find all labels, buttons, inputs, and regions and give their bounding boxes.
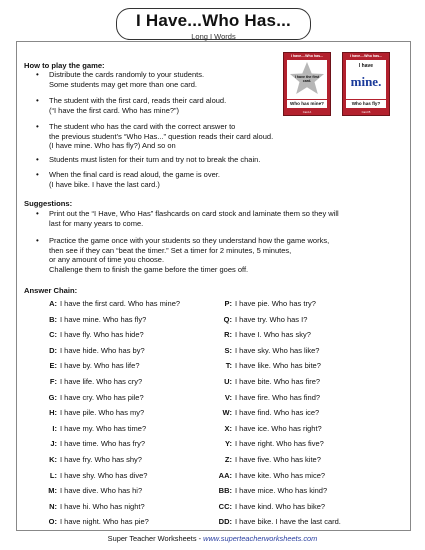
- answer-row: [213, 424, 322, 433]
- answer-row: [40, 408, 144, 417]
- answer-row: [40, 393, 144, 402]
- answer-row: [213, 361, 321, 370]
- answer-row: [40, 517, 149, 526]
- answer-key: G:: [48, 392, 57, 402]
- answer-key: J:: [50, 439, 57, 449]
- answer-row: [40, 486, 142, 495]
- answer-row: [213, 315, 307, 324]
- answer-row: [213, 408, 319, 417]
- answer-row: [40, 299, 180, 308]
- bullet-icon: •: [36, 155, 39, 164]
- answer-key: DD:: [218, 517, 232, 527]
- answer-row: [213, 486, 327, 495]
- text-line: the previous student’s “Who Has...” question reads their card aloud.: [49, 131, 274, 141]
- text-line: Challenge them to finish the game before the timer goes off.: [49, 264, 249, 274]
- answer-row: [213, 377, 320, 386]
- answer-text: I have my. Who has time?: [60, 423, 147, 433]
- answer-text: I have time. Who has fry?: [60, 439, 146, 449]
- answer-key: CC:: [218, 501, 232, 511]
- answer-key: N:: [49, 501, 57, 511]
- answer-text: I have pile. Who has my?: [60, 408, 145, 418]
- answer-text: I have right. Who has five?: [235, 439, 324, 449]
- answer-text: I have mine. Who has fly?: [60, 314, 147, 324]
- answer-key: M:: [48, 486, 57, 496]
- answer-row: [213, 455, 321, 464]
- answer-row: [213, 502, 325, 511]
- card-header: I have....Who has...: [349, 54, 383, 58]
- card-word: mine.: [350, 74, 382, 89]
- answer-text: I have dive. Who has hi?: [60, 486, 143, 496]
- card-header: I have....Who has...: [290, 54, 324, 58]
- answer-text: I have pie. Who has try?: [235, 299, 316, 308]
- answer-row: [40, 377, 142, 386]
- answer-row: [213, 393, 320, 402]
- answer-text: I have by. Who has life?: [60, 361, 140, 371]
- answer-row: [40, 315, 146, 324]
- answer-text: I have sky. Who has like?: [235, 345, 320, 355]
- bullet-icon: •: [36, 96, 39, 105]
- how-to-item-2: [49, 96, 226, 115]
- answer-row: [213, 439, 324, 448]
- text-line: (“I have the first card. Who has mine?”): [49, 105, 180, 115]
- text-line: last for many years to come.: [49, 218, 144, 228]
- answer-key: F:: [49, 377, 57, 386]
- answer-text: I have cry. Who has pile?: [60, 392, 144, 402]
- answer-text: I have hi. Who has night?: [60, 501, 145, 511]
- card-face: [287, 60, 327, 99]
- answer-key: U:: [224, 377, 232, 386]
- answer-text: I have bike. I have the last card.: [235, 517, 341, 527]
- how-to-item-5: [49, 170, 220, 189]
- bullet-icon: •: [36, 236, 39, 245]
- text-line: Practice the game once with your students so they understand how the game works,: [49, 236, 330, 245]
- answer-text: I have kite. Who has mice?: [235, 470, 326, 480]
- answer-key: V:: [224, 392, 232, 402]
- card-footer: Card B: [361, 110, 371, 114]
- answer-key: L:: [49, 470, 57, 480]
- answer-text: I have fry. Who has shy?: [60, 455, 142, 464]
- page-footer: [0, 534, 425, 543]
- answer-row: [213, 299, 316, 308]
- footer-text: Super Teacher Worksheets -: [107, 534, 204, 543]
- text-line: or any amount of time you choose.: [49, 255, 165, 264]
- answer-chain-heading: Answer Chain:: [24, 286, 78, 295]
- answer-key: S:: [224, 345, 232, 355]
- bullet-icon: •: [36, 70, 39, 79]
- text-line: The student who has the card with the correct answer to: [49, 122, 236, 131]
- text-line: Some students may get more than one card.: [49, 79, 197, 89]
- suggestion-item-2: [49, 236, 329, 274]
- answer-text: I have hide. Who has by?: [60, 345, 145, 355]
- page-title: I Have...Who Has...: [136, 11, 291, 30]
- text-line: (I have mine. Who has fly?) And so on: [49, 141, 176, 150]
- answer-text: I have bite. Who has fire?: [235, 377, 321, 386]
- text-line: Students must listen for their turn and try not to break the chain.: [49, 155, 261, 164]
- answer-row: [40, 361, 140, 370]
- text-line: When the final card is read aloud, the game is over.: [49, 170, 220, 179]
- answer-row: [40, 502, 145, 511]
- answer-text: I have find. Who has ice?: [235, 408, 320, 418]
- sample-card-a: [283, 52, 331, 116]
- answer-key: AA:: [218, 470, 232, 480]
- answer-key: T:: [225, 361, 232, 371]
- answer-row: [213, 517, 341, 526]
- answer-row: [40, 330, 144, 339]
- answer-text: I have life. Who has cry?: [60, 377, 143, 386]
- bullet-icon: •: [36, 122, 39, 131]
- text-line: The student with the first card, reads their card aloud.: [49, 96, 227, 105]
- answer-key: Q:: [223, 314, 232, 324]
- answer-key: B:: [49, 314, 57, 324]
- answer-text: I have night. Who has pie?: [60, 517, 149, 527]
- page-subtitle: Long I Words: [191, 32, 236, 41]
- suggestion-item-1: [49, 209, 339, 228]
- answer-text: I have kind. Who has bike?: [235, 501, 326, 511]
- answer-row: [213, 346, 319, 355]
- answer-key: K:: [49, 455, 57, 464]
- answer-text: I have I. Who has sky?: [235, 330, 311, 340]
- answer-key: W:: [222, 408, 232, 418]
- text-line: Distribute the cards randomly to your students.: [49, 70, 205, 79]
- suggestions-heading: Suggestions:: [24, 199, 73, 208]
- how-to-heading: How to play the game:: [24, 61, 105, 70]
- answer-row: [40, 439, 145, 448]
- how-to-item-1: [49, 70, 204, 89]
- card-footer: Card A: [302, 110, 312, 114]
- footer-link[interactable]: www.superteacherworksheets.com: [203, 534, 318, 543]
- answer-key: C:: [49, 330, 57, 340]
- text-line: then see if they can “beat the timer.” Set a timer for 2 minutes, 5 minutes,: [49, 245, 292, 255]
- card-top-text: I have: [358, 63, 374, 69]
- card-question: Who has mine?: [287, 100, 327, 108]
- answer-text: I have like. Who has bite?: [235, 361, 321, 371]
- answer-key: X:: [224, 423, 232, 433]
- answer-key: R:: [224, 330, 232, 340]
- card-question: Who has fly?: [346, 100, 386, 108]
- answer-key: BB:: [218, 486, 232, 496]
- sample-card-b: [342, 52, 390, 116]
- answer-row: [213, 471, 325, 480]
- answer-key: Z:: [224, 455, 232, 464]
- answer-key: E:: [49, 361, 57, 371]
- answer-key: I:: [52, 423, 57, 433]
- answer-text: I have try. Who has I?: [235, 314, 308, 324]
- how-to-item-4: [49, 155, 260, 165]
- answer-text: I have fire. Who has find?: [235, 392, 321, 402]
- answer-key: H:: [49, 408, 57, 418]
- text-line: (I have bike. I have the last card.): [49, 179, 160, 189]
- text-line: Print out the “I Have, Who Has” flashcards on card stock and laminate them so they will: [49, 209, 339, 218]
- answer-text: I have five. Who has kite?: [235, 455, 321, 464]
- answer-key: P:: [224, 299, 232, 308]
- bullet-icon: •: [36, 170, 39, 179]
- card-face: [346, 60, 386, 99]
- answer-key: D:: [49, 345, 57, 355]
- answer-row: [40, 471, 147, 480]
- answer-key: O:: [48, 517, 57, 527]
- answer-key: Y:: [225, 439, 232, 449]
- answer-text: I have the first card. Who has mine?: [60, 299, 181, 308]
- card-top-text: I have the first card.: [294, 75, 320, 84]
- answer-row: [40, 424, 146, 433]
- answer-text: I have shy. Who has dive?: [60, 470, 148, 480]
- answer-text: I have fly. Who has hide?: [60, 330, 144, 340]
- answer-text: I have mice. Who has kind?: [235, 486, 328, 496]
- answer-key: A:: [49, 299, 57, 308]
- answer-row: [40, 346, 145, 355]
- answer-row: [213, 330, 311, 339]
- title-banner: [116, 8, 311, 40]
- bullet-icon: •: [36, 209, 39, 218]
- answer-row: [40, 455, 142, 464]
- how-to-item-3: [49, 122, 273, 151]
- answer-text: I have ice. Who has right?: [235, 423, 322, 433]
